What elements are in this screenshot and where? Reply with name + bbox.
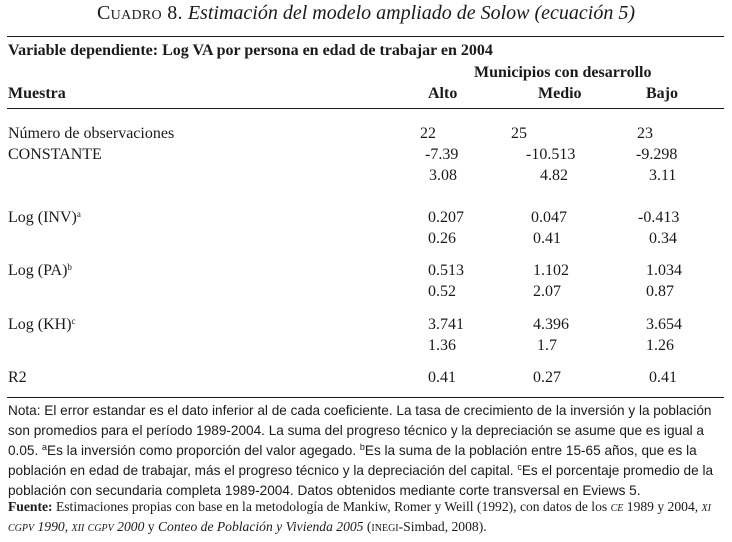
cell-alto: 3.08 [429, 167, 457, 184]
cell-bajo: -9.298 [636, 146, 678, 163]
cell-bajo: -0.413 [638, 209, 680, 226]
cell-medio: -10.513 [526, 146, 576, 163]
cell-bajo: 0.41 [649, 369, 677, 386]
source-ce: ce [610, 499, 624, 514]
footnote-marker-a: a [42, 442, 48, 452]
table-number: Cuadro 8. [97, 2, 183, 24]
source-years: 1989 y 2004, [626, 499, 699, 514]
cell-bajo: 23 [637, 125, 653, 142]
cell-medio: 0.41 [533, 230, 561, 247]
row-label: Log (KH)$^c$ [8, 316, 76, 333]
cell-bajo: 3.11 [649, 167, 677, 184]
column-header-medio: Medio [538, 85, 582, 102]
source-xii: xii cgpv 2000 [71, 519, 145, 534]
header-rule [7, 108, 724, 109]
cell-medio: 4.396 [533, 316, 569, 333]
column-header-bajo: Bajo [646, 85, 678, 102]
source-tail: -Simbad, 2008). [398, 519, 487, 534]
dependent-variable: Variable dependiente: Log VA por persona en edad de trabajar en 2004 [8, 42, 493, 59]
row-label: Log (INV)$^a$ [8, 209, 81, 226]
source-text: Estimaciones propias con base en la metodología de Mankiw, Romer y Weill (1992), con datos de los [55, 499, 608, 514]
cell-alto: 0.26 [428, 230, 456, 247]
cell-alto: -7.39 [425, 146, 459, 163]
row-label: CONSTANTE [8, 146, 102, 163]
cell-alto: 0.52 [428, 283, 456, 300]
cell-bajo: 1.034 [646, 262, 682, 279]
cell-alto: 0.41 [428, 369, 456, 386]
cell-medio: 25 [511, 125, 527, 142]
row-header: Muestra [8, 85, 66, 102]
source-paren: ( [366, 519, 372, 534]
table-title [0, 2, 732, 25]
source-conteo: Conteo de Población y Vivienda 2005 [157, 519, 364, 534]
source-inegi: inegi [371, 519, 399, 534]
footnote-marker-c: c [517, 462, 522, 472]
footnote-marker: a [76, 209, 81, 219]
cell-alto: 0.207 [428, 209, 464, 226]
cell-medio: 0.047 [531, 209, 567, 226]
bottom-rule [7, 397, 724, 398]
cell-medio: 0.27 [533, 369, 561, 386]
top-rule [7, 36, 724, 37]
row-label: Número de observaciones [8, 125, 175, 142]
cell-medio: 4.82 [540, 167, 568, 184]
cell-medio: 2.07 [533, 283, 561, 300]
cell-medio: 1.7 [537, 337, 557, 354]
cell-alto: 0.513 [428, 262, 464, 279]
group-header: Municipios con desarrollo [474, 64, 652, 81]
note-b: Es la suma de la población entre 15-65 años, que es la población en edad de trabajar, más el progreso técnico y la depreciación del capital. [8, 443, 697, 478]
column-header-alto: Alto [428, 85, 458, 102]
note-intro: Nota: El error estandar es el dato inferior al de cada coeficiente. La tasa de crecimiento de la inversión y la población son promedios para el período 1989-2004. La suma del progreso técnico y la depreciación se asume que es igual a 0.05. [8, 403, 712, 458]
cell-bajo: 0.87 [646, 283, 674, 300]
cell-medio: 1.102 [533, 262, 569, 279]
cell-bajo: 1.26 [646, 337, 674, 354]
table-caption: Estimación del modelo ampliado de Solow (ecuación 5) [187, 2, 635, 24]
source-and: y [147, 519, 155, 534]
note-c: Es el porcentaje promedio de la población con secundaria completa 1989-2004. Datos obtenidos mediante corte transversal en Eviews 5. [8, 463, 714, 498]
row-label: R2 [8, 369, 27, 386]
source-label: Fuente: [8, 499, 53, 514]
cell-alto: 3.741 [428, 316, 464, 333]
cell-bajo: 3.654 [646, 316, 682, 333]
note-a: Es la inversión como proporción del valor agegado. [47, 443, 357, 458]
source-xi: xi cgpv 1990, [8, 499, 711, 534]
cell-alto: 22 [420, 125, 436, 142]
footnote-marker-b: b [359, 442, 365, 452]
cell-bajo: 0.34 [649, 230, 677, 247]
cell-alto: 1.36 [428, 337, 456, 354]
footnote-marker: b [67, 262, 72, 272]
table-note [8, 401, 724, 501]
footnote-marker: c [71, 316, 76, 326]
row-label: Log (PA)$^b$ [8, 262, 72, 279]
table-source [8, 497, 724, 537]
